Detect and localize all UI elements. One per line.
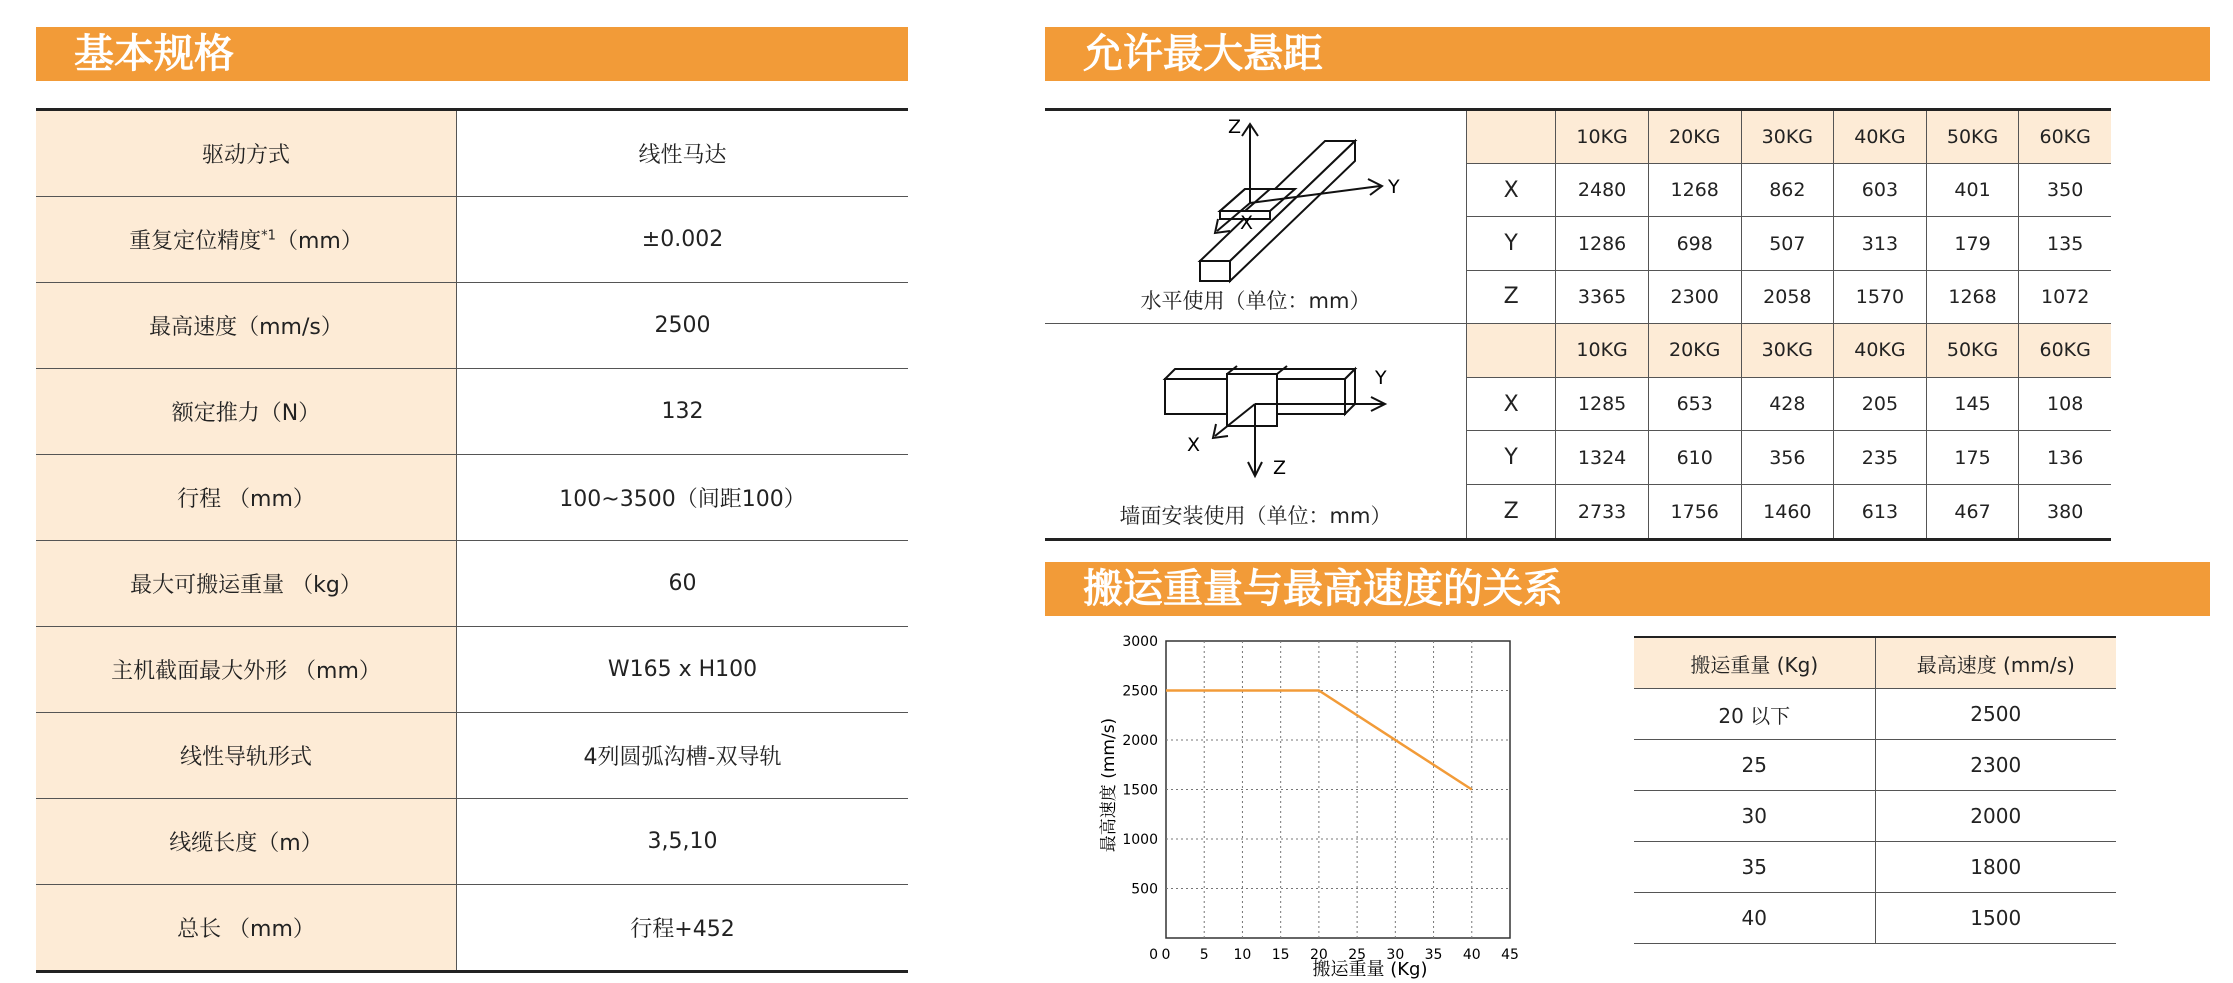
spec-row <box>36 627 908 713</box>
overhang-value-cell: 2733 <box>1556 485 1649 538</box>
wall-overhang-table <box>1467 324 2111 538</box>
spec-row <box>36 197 908 283</box>
relation-cell: 35 <box>1634 842 1875 893</box>
horizontal-y-label: Y <box>1388 176 1400 198</box>
spec-row <box>36 110 908 197</box>
spec-label <box>36 455 457 541</box>
chart-y-tick-label: 500 <box>1131 881 1158 898</box>
chart-x-tick-label: 0 <box>1161 947 1171 963</box>
relation-cell: 1800 <box>1875 842 2116 893</box>
spec-label-text: 最高速度（mm/s） <box>149 315 343 340</box>
relation-cell: 2300 <box>1875 740 2116 791</box>
spec-label <box>36 369 457 455</box>
overhang-value-cell: 235 <box>1834 431 1927 485</box>
overhang-axis-cell: X <box>1467 377 1556 431</box>
overhang-header <box>1045 27 2210 81</box>
overhang-value-cell: 613 <box>1834 485 1927 538</box>
overhang-horizontal-block <box>1045 111 2111 324</box>
overhang-axis-cell: X <box>1467 164 1556 217</box>
overhang-axis-cell: Z <box>1467 270 1556 323</box>
spec-label <box>36 283 457 369</box>
spec-label-text: 主机截面最大外形 （mm） <box>111 659 381 684</box>
chart-origin-label: 0 <box>1149 947 1158 963</box>
overhang-row <box>1467 377 2111 431</box>
basic-spec-header <box>36 27 908 81</box>
overhang-axis-cell: Y <box>1467 431 1556 485</box>
spec-label-text: 驱动方式 <box>201 143 290 168</box>
spec-value: 3,5,10 <box>457 799 909 885</box>
spec-value: W165 x H100 <box>457 627 909 713</box>
overhang-load-header: 60KG <box>2019 324 2111 377</box>
chart-y-tick-label: 2500 <box>1122 683 1158 700</box>
overhang-value-cell: 356 <box>1741 431 1834 485</box>
overhang-load-header: 20KG <box>1648 324 1741 377</box>
chart-x-tick-label: 35 <box>1424 947 1443 963</box>
horizontal-x-label: X <box>1240 212 1254 234</box>
spec-row <box>36 541 908 627</box>
chart-y-tick-label: 1000 <box>1122 832 1158 848</box>
relation-cell: 30 <box>1634 791 1875 842</box>
relation-row <box>1634 740 2116 791</box>
overhang-load-header: 50KG <box>1926 324 2019 377</box>
spec-row <box>36 455 908 541</box>
overhang-value-cell: 313 <box>1834 217 1927 270</box>
relation-cell: 2000 <box>1875 791 2116 842</box>
spec-value: 100~3500（间距100） <box>457 455 909 541</box>
spec-label-text: 重复定位精度 <box>129 229 262 254</box>
spec-label <box>36 799 457 885</box>
overhang-row <box>1467 217 2111 270</box>
spec-value: ±0.002 <box>457 197 909 283</box>
relation-header <box>1045 562 2210 616</box>
chart-x-tick-label: 25 <box>1348 947 1367 963</box>
wall-diagram <box>1045 324 1467 538</box>
chart-x-tick-label: 15 <box>1271 947 1290 963</box>
overhang-value-cell: 1286 <box>1556 217 1649 270</box>
overhang-value-cell: 507 <box>1741 217 1834 270</box>
wall-z-label: Z <box>1273 457 1287 479</box>
relation-cell: 1500 <box>1875 893 2116 944</box>
spec-label <box>36 713 457 799</box>
spec-label <box>36 110 457 197</box>
overhang-load-header: 10KG <box>1556 324 1649 377</box>
relation-row <box>1634 791 2116 842</box>
overhang-row <box>1467 164 2111 217</box>
relation-cell: 2500 <box>1875 689 2116 740</box>
overhang-title: 允许最大悬距 <box>1083 31 1323 77</box>
wall-caption: 墙面安装使用（单位：mm） <box>1119 504 1392 528</box>
overhang-axis-cell: Z <box>1467 485 1556 538</box>
chart-grid <box>1166 641 1510 938</box>
overhang-corner-cell <box>1467 111 1556 164</box>
relation-cell: 25 <box>1634 740 1875 791</box>
spec-value: 132 <box>457 369 909 455</box>
overhang-value-cell: 610 <box>1648 431 1741 485</box>
overhang-corner-cell <box>1467 324 1556 377</box>
spec-value: 60 <box>457 541 909 627</box>
spec-value: 4列圆弧沟槽-双导轨 <box>457 713 909 799</box>
overhang-value-cell: 2058 <box>1741 270 1834 323</box>
relation-row <box>1634 842 2116 893</box>
relation-cell: 40 <box>1634 893 1875 944</box>
overhang-value-cell: 136 <box>2019 431 2111 485</box>
spec-label <box>36 197 457 283</box>
horizontal-overhang-table <box>1467 111 2111 323</box>
chart-x-axis-label: 搬运重量 (Kg) <box>1312 959 1428 980</box>
speed-weight-chart <box>1080 625 1580 983</box>
overhang-load-header: 40KG <box>1834 111 1927 164</box>
chart-y-tick-label: 3000 <box>1122 634 1158 650</box>
relation-cell: 20 以下 <box>1634 689 1875 740</box>
overhang-value-cell: 1756 <box>1648 485 1741 538</box>
overhang-row <box>1467 270 2111 323</box>
spec-label-text: 总长 （mm） <box>177 917 315 942</box>
relation-column-header: 最高速度 (mm/s) <box>1875 637 2116 689</box>
overhang-value-cell: 1072 <box>2040 285 2090 308</box>
spec-label <box>36 541 457 627</box>
spec-table <box>36 108 908 973</box>
basic-spec-title: 基本规格 <box>74 31 234 77</box>
overhang-value-cell: 1460 <box>1741 485 1834 538</box>
overhang-axis-cell: Y <box>1467 217 1556 270</box>
overhang-load-header: 30KG <box>1741 324 1834 377</box>
spec-label-text: 最大可搬运重量 （kg） <box>130 573 362 598</box>
spec-label-text: 线缆长度（m） <box>169 831 323 856</box>
overhang-value-cell: 467 <box>1926 485 2019 538</box>
overhang-load-header: 30KG <box>1741 111 1834 164</box>
spec-row <box>36 885 908 972</box>
overhang-value-cell: 3365 <box>1556 270 1649 323</box>
spec-label-text: 线性导轨形式 <box>179 745 312 770</box>
spec-value: 行程+452 <box>630 917 735 942</box>
chart-ticks <box>1122 634 1519 963</box>
spec-label-unit: （mm） <box>275 229 363 254</box>
overhang-value-cell: 428 <box>1741 377 1834 431</box>
overhang-load-header: 50KG <box>1926 111 2019 164</box>
spec-row <box>36 283 908 369</box>
overhang-load-header: 10KG <box>1556 111 1649 164</box>
relation-title: 搬运重量与最高速度的关系 <box>1083 566 1563 612</box>
overhang-value-cell: 698 <box>1648 217 1741 270</box>
spec-row <box>36 369 908 455</box>
overhang-value-cell: 862 <box>1741 164 1834 217</box>
spec-value: 线性马达 <box>457 110 909 197</box>
chart-x-tick-label: 45 <box>1501 947 1519 963</box>
overhang-value-cell: 2480 <box>1556 164 1649 217</box>
chart-y-axis-label: 最高速度 (mm/s) <box>1099 717 1119 853</box>
overhang-value-cell: 1324 <box>1556 431 1649 485</box>
overhang-value-cell: 1268 <box>1648 164 1741 217</box>
chart-y-tick-label: 2000 <box>1122 733 1158 749</box>
overhang-value-cell: 1268 <box>1926 270 2019 323</box>
overhang-value-cell: 205 <box>1834 377 1927 431</box>
chart-x-tick-label: 20 <box>1309 947 1328 963</box>
overhang-value-cell: 380 <box>2047 500 2084 523</box>
horizontal-diagram <box>1045 111 1467 323</box>
spec-label-text: 行程 （mm） <box>177 487 315 512</box>
wall-y-label: Y <box>1375 367 1387 389</box>
overhang-load-header: 60KG <box>2019 111 2111 164</box>
footnote-marker: *1 <box>261 228 276 244</box>
chart-x-tick-label: 40 <box>1462 947 1481 963</box>
chart-x-tick-label: 30 <box>1386 947 1405 963</box>
overhang-load-header: 20KG <box>1648 111 1741 164</box>
overhang-value-cell: 108 <box>2019 377 2111 431</box>
spec-label-text: 额定推力（N） <box>171 401 321 426</box>
overhang-value-cell: 179 <box>1926 217 2019 270</box>
overhang-value-cell: 2300 <box>1648 270 1741 323</box>
relation-header-row <box>1634 637 2116 689</box>
overhang-load-header: 40KG <box>1834 324 1927 377</box>
overhang-value-cell: 1285 <box>1556 377 1649 431</box>
overhang-row <box>1467 485 2111 538</box>
horizontal-z-label: Z <box>1228 116 1242 138</box>
relation-row <box>1634 689 2116 740</box>
overhang-value-cell: 350 <box>2019 164 2111 217</box>
chart-x-tick-label: 10 <box>1233 947 1252 963</box>
overhang-header-row <box>1467 324 2111 377</box>
chart-y-tick-label: 1500 <box>1122 782 1158 799</box>
overhang-value-cell: 175 <box>1926 431 2019 485</box>
overhang-value-cell: 653 <box>1648 377 1741 431</box>
spec-label <box>36 885 457 972</box>
speed-weight-table <box>1634 636 2116 944</box>
wall-x-label: X <box>1187 434 1201 456</box>
overhang-value-cell: 401 <box>1926 164 2019 217</box>
spec-row <box>36 799 908 885</box>
overhang-value-cell: 603 <box>1834 164 1927 217</box>
overhang-header-row <box>1467 111 2111 164</box>
relation-row <box>1634 893 2116 944</box>
relation-column-header: 搬运重量 (Kg) <box>1634 637 1875 689</box>
overhang-wall-block <box>1045 324 2111 538</box>
spec-row <box>36 713 908 799</box>
spec-value: 2500 <box>457 283 909 369</box>
overhang-value-cell: 145 <box>1926 377 2019 431</box>
horizontal-caption: 水平使用（单位：mm） <box>1140 289 1371 313</box>
overhang-value-cell: 1570 <box>1834 270 1927 323</box>
overhang-section <box>1045 108 2111 541</box>
overhang-row <box>1467 431 2111 485</box>
overhang-value-cell: 135 <box>2019 217 2111 270</box>
chart-x-tick-label: 5 <box>1199 947 1209 963</box>
spec-label <box>36 627 457 713</box>
